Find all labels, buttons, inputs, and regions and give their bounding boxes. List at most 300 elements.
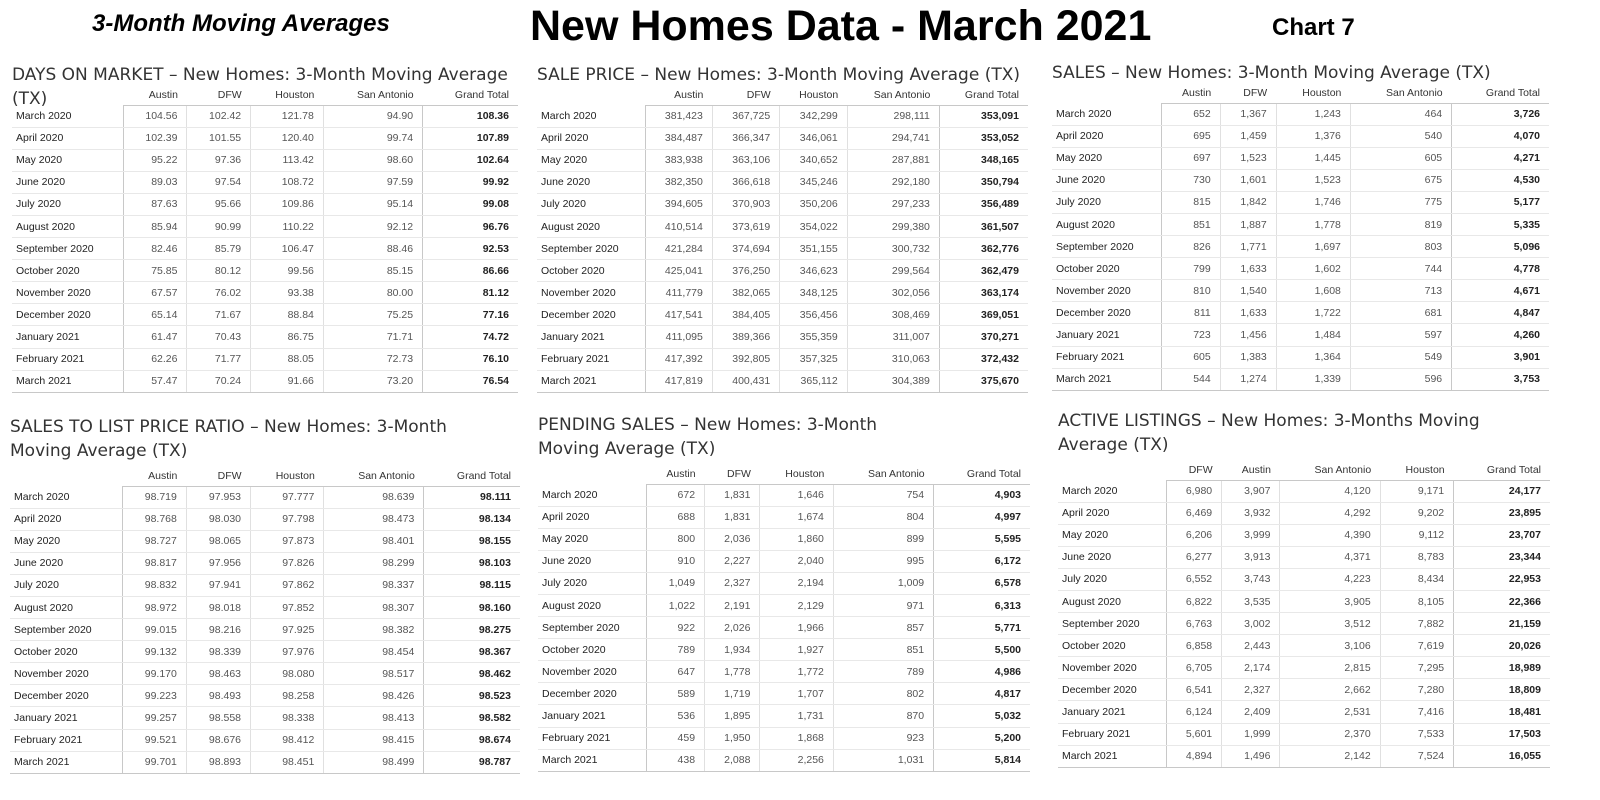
table-cell: 922 [646, 617, 704, 639]
table-cell: 9,202 [1380, 502, 1453, 524]
table-row [1052, 258, 1549, 280]
table-cell: 355,359 [780, 326, 848, 348]
table-row [538, 572, 1030, 594]
grand-total-cell: 92.53 [423, 238, 518, 260]
table-cell: 98.413 [324, 707, 424, 729]
table-cell: 75.25 [323, 304, 422, 326]
table-cell: 9,171 [1380, 480, 1453, 502]
table-cell: 1,887 [1220, 213, 1276, 235]
table-cell: 1,376 [1276, 125, 1350, 147]
table-row [538, 639, 1030, 661]
table-cell: 6,705 [1166, 657, 1221, 679]
table-cell: 4,894 [1166, 745, 1221, 767]
month-label: March 2020 [12, 105, 123, 127]
table-cell: 6,124 [1166, 701, 1221, 723]
column-header: Grand Total [424, 469, 520, 486]
month-label: March 2020 [537, 105, 645, 127]
month-label: September 2020 [538, 617, 646, 639]
grand-total-cell: 5,177 [1452, 191, 1549, 213]
month-label: January 2021 [12, 326, 123, 348]
grand-total-cell: 4,997 [934, 506, 1030, 528]
grand-total-cell: 98.462 [424, 663, 520, 685]
grand-total-cell: 102.64 [423, 149, 518, 171]
table-cell: 1,243 [1276, 103, 1350, 125]
table-cell: 97.925 [251, 619, 324, 641]
month-label: December 2020 [538, 683, 646, 705]
table-row [12, 171, 518, 193]
month-label: October 2020 [537, 260, 645, 282]
month-label: August 2020 [1058, 590, 1166, 612]
sale-price-table [537, 88, 1028, 393]
table-cell: 72.73 [323, 348, 422, 370]
table-cell: 98.415 [324, 729, 424, 751]
table-cell: 104.56 [123, 105, 187, 127]
month-label: July 2020 [537, 193, 645, 215]
table-cell: 8,434 [1380, 568, 1453, 590]
column-header: Austin [123, 88, 187, 105]
table-cell: 97.976 [251, 641, 324, 663]
table-row [538, 528, 1030, 550]
table-cell: 1,778 [705, 661, 760, 683]
table-row [538, 705, 1030, 727]
table-row [538, 617, 1030, 639]
month-label: January 2021 [538, 705, 646, 727]
grand-total-cell: 4,530 [1452, 169, 1549, 191]
month-label: December 2020 [1052, 302, 1161, 324]
column-header: DFW [187, 88, 251, 105]
grand-total-cell: 18,481 [1454, 701, 1550, 723]
month-label: October 2020 [1058, 635, 1166, 657]
month-label: September 2020 [1052, 236, 1161, 258]
table-row [10, 707, 520, 729]
table-cell: 3,002 [1222, 613, 1280, 635]
grand-total-cell: 3,726 [1452, 103, 1549, 125]
table-cell: 113.42 [251, 149, 324, 171]
table-row [1058, 480, 1550, 502]
column-header: Grand Total [1454, 463, 1550, 480]
table-row [537, 171, 1028, 193]
table-cell: 99.223 [122, 685, 186, 707]
month-label: September 2020 [10, 619, 122, 641]
table-cell: 310,063 [847, 348, 939, 370]
table-cell: 357,325 [780, 348, 848, 370]
table-cell: 76.02 [187, 282, 251, 304]
table-cell: 121.78 [251, 105, 324, 127]
grand-total-cell: 5,032 [934, 705, 1030, 727]
sale-price-title: SALE PRICE – New Homes: 3-Month Moving Average (TX) [537, 65, 1020, 85]
table-cell: 3,743 [1222, 568, 1280, 590]
table-cell: 2,256 [760, 749, 833, 771]
table-cell: 810 [1161, 280, 1220, 302]
table-cell: 345,246 [780, 171, 848, 193]
grand-total-cell: 4,271 [1452, 147, 1549, 169]
table-cell: 98.727 [122, 530, 186, 552]
grand-total-cell: 4,260 [1452, 324, 1549, 346]
grand-total-cell: 16,055 [1454, 745, 1550, 767]
table-row [1058, 723, 1550, 745]
column-header: Austin [646, 467, 704, 484]
grand-total-cell: 5,200 [934, 727, 1030, 749]
table-row [1052, 213, 1549, 235]
table-cell: 9,112 [1380, 524, 1453, 546]
table-row [537, 127, 1028, 149]
column-header: San Antonio [833, 467, 933, 484]
table-row [10, 508, 520, 530]
table-cell: 7,533 [1380, 723, 1453, 745]
table-cell: 3,913 [1222, 546, 1280, 568]
table-cell: 1,860 [760, 528, 833, 550]
table-cell: 410,514 [645, 215, 712, 237]
grand-total-cell: 98.103 [424, 552, 520, 574]
row-label-header [10, 469, 122, 486]
table-cell: 1,950 [705, 727, 760, 749]
month-label: July 2020 [12, 193, 123, 215]
days-on-market-table [12, 88, 518, 393]
table-cell: 870 [833, 705, 933, 727]
grand-total-cell: 99.92 [423, 171, 518, 193]
table-cell: 1,364 [1276, 346, 1350, 368]
table-cell: 97.956 [186, 552, 250, 574]
table-row [1052, 302, 1549, 324]
table-cell: 102.39 [123, 127, 187, 149]
table-cell: 1,731 [760, 705, 833, 727]
month-label: March 2021 [12, 370, 123, 392]
table-cell: 98.412 [251, 729, 324, 751]
row-label-header [1052, 86, 1161, 103]
table-cell: 98.426 [324, 685, 424, 707]
table-cell: 365,112 [780, 370, 848, 392]
table-cell: 75.85 [123, 260, 187, 282]
table-cell: 98.558 [186, 707, 250, 729]
table-cell: 2,227 [705, 550, 760, 572]
grand-total-cell: 98.367 [424, 641, 520, 663]
table-cell: 97.862 [251, 574, 324, 596]
table-cell: 95.22 [123, 149, 187, 171]
table-cell: 71.71 [323, 326, 422, 348]
table-cell: 713 [1350, 280, 1451, 302]
table-row [538, 550, 1030, 572]
table-cell: 97.777 [251, 486, 324, 508]
month-label: March 2021 [1058, 745, 1166, 767]
column-header: Houston [780, 88, 848, 105]
table-cell: 672 [646, 484, 704, 506]
days-on-market-title: DAYS ON MARKET – New Homes: 3-Month Moving Average (TX) [12, 65, 508, 109]
table-cell: 1,523 [1276, 169, 1350, 191]
table-cell: 304,389 [847, 370, 939, 392]
month-label: November 2020 [1052, 280, 1161, 302]
grand-total-cell: 375,670 [939, 370, 1028, 392]
table-row [1052, 324, 1549, 346]
table-cell: 348,125 [780, 282, 848, 304]
table-cell: 1,895 [705, 705, 760, 727]
month-label: July 2020 [10, 574, 122, 596]
table-row [538, 661, 1030, 683]
table-cell: 95.14 [323, 193, 422, 215]
table-cell: 98.473 [324, 508, 424, 530]
table-cell: 311,007 [847, 326, 939, 348]
table-cell: 70.43 [187, 326, 251, 348]
table-row [538, 683, 1030, 705]
table-cell: 98.499 [324, 751, 424, 773]
table-cell: 1,602 [1276, 258, 1350, 280]
table-cell: 3,999 [1222, 524, 1280, 546]
grand-total-cell: 362,479 [939, 260, 1028, 282]
table-cell: 1,456 [1220, 324, 1276, 346]
table-cell: 80.00 [323, 282, 422, 304]
table-cell: 340,652 [780, 149, 848, 171]
table-cell: 99.015 [122, 619, 186, 641]
sales-to-list-ratio-panel [10, 415, 520, 774]
month-label: February 2021 [538, 727, 646, 749]
table-cell: 98.018 [186, 596, 250, 618]
table-cell: 744 [1350, 258, 1451, 280]
table-row [12, 105, 518, 127]
table-cell: 97.54 [187, 171, 251, 193]
table-row [12, 260, 518, 282]
row-label-header [538, 467, 646, 484]
grand-total-cell: 4,070 [1452, 125, 1549, 147]
table-cell: 1,459 [1220, 125, 1276, 147]
table-cell: 102.42 [187, 105, 251, 127]
table-cell: 374,694 [712, 238, 779, 260]
grand-total-cell: 23,895 [1454, 502, 1550, 524]
table-cell: 99.170 [122, 663, 186, 685]
table-cell: 811 [1161, 302, 1220, 324]
table-row [10, 685, 520, 707]
month-label: March 2021 [538, 749, 646, 771]
table-row [1058, 679, 1550, 701]
table-cell: 366,618 [712, 171, 779, 193]
grand-total-cell: 98.275 [424, 619, 520, 641]
table-cell: 302,056 [847, 282, 939, 304]
table-row [1058, 590, 1550, 612]
table-cell: 7,882 [1380, 613, 1453, 635]
table-row [12, 348, 518, 370]
grand-total-cell: 98.787 [424, 751, 520, 773]
table-cell: 1,523 [1220, 147, 1276, 169]
table-cell: 366,347 [712, 127, 779, 149]
grand-total-cell: 350,794 [939, 171, 1028, 193]
table-cell: 2,327 [1222, 679, 1280, 701]
table-cell: 85.94 [123, 215, 187, 237]
table-cell: 8,105 [1380, 590, 1453, 612]
table-cell: 300,732 [847, 238, 939, 260]
table-cell: 373,619 [712, 215, 779, 237]
table-row [12, 149, 518, 171]
table-cell: 376,250 [712, 260, 779, 282]
month-label: October 2020 [538, 639, 646, 661]
grand-total-cell: 3,753 [1452, 368, 1549, 390]
grand-total-cell: 6,172 [934, 550, 1030, 572]
grand-total-cell: 5,771 [934, 617, 1030, 639]
grand-total-cell: 361,507 [939, 215, 1028, 237]
table-row [537, 105, 1028, 127]
table-row [1058, 613, 1550, 635]
table-row [12, 370, 518, 392]
table-cell: 308,469 [847, 304, 939, 326]
table-cell: 4,120 [1280, 480, 1380, 502]
month-label: June 2020 [538, 550, 646, 572]
table-cell: 7,295 [1380, 657, 1453, 679]
row-label-header [1058, 463, 1166, 480]
table-row [1052, 368, 1549, 390]
table-cell: 589 [646, 683, 704, 705]
table-cell: 106.47 [251, 238, 324, 260]
month-label: March 2020 [538, 484, 646, 506]
table-cell: 287,881 [847, 149, 939, 171]
table-cell: 971 [833, 594, 933, 616]
table-cell: 675 [1350, 169, 1451, 191]
table-cell: 1,966 [760, 617, 833, 639]
month-label: January 2021 [1058, 701, 1166, 723]
table-cell: 400,431 [712, 370, 779, 392]
table-row [10, 663, 520, 685]
table-row [1058, 546, 1550, 568]
table-cell: 800 [646, 528, 704, 550]
table-cell: 2,026 [705, 617, 760, 639]
table-cell: 85.15 [323, 260, 422, 282]
grand-total-cell: 22,366 [1454, 590, 1550, 612]
grand-total-cell: 86.66 [423, 260, 518, 282]
table-cell: 88.46 [323, 238, 422, 260]
column-header: San Antonio [847, 88, 939, 105]
table-cell: 596 [1350, 368, 1451, 390]
chart-number: Chart 7 [1272, 14, 1355, 41]
month-label: December 2020 [537, 304, 645, 326]
table-row [1052, 103, 1549, 125]
table-row [1052, 346, 1549, 368]
table-cell: 6,980 [1166, 480, 1221, 502]
month-label: April 2020 [12, 127, 123, 149]
table-row [12, 127, 518, 149]
table-cell: 383,938 [645, 149, 712, 171]
active-listings-panel [1058, 409, 1550, 768]
column-header: Austin [1161, 86, 1220, 103]
table-cell: 299,380 [847, 215, 939, 237]
table-cell: 97.953 [186, 486, 250, 508]
active-listings-table [1058, 463, 1550, 768]
table-cell: 82.46 [123, 238, 187, 260]
grand-total-cell: 6,313 [934, 594, 1030, 616]
month-label: August 2020 [537, 215, 645, 237]
table-cell: 98.719 [122, 486, 186, 508]
table-cell: 297,233 [847, 193, 939, 215]
table-cell: 826 [1161, 236, 1220, 258]
table-cell: 70.24 [187, 370, 251, 392]
table-row [10, 751, 520, 773]
grand-total-cell: 23,344 [1454, 546, 1550, 568]
month-label: November 2020 [537, 282, 645, 304]
table-cell: 3,512 [1280, 613, 1380, 635]
month-label: December 2020 [1058, 679, 1166, 701]
month-label: March 2020 [1058, 480, 1166, 502]
table-cell: 647 [646, 661, 704, 683]
table-cell: 2,327 [705, 572, 760, 594]
table-cell: 97.873 [251, 530, 324, 552]
column-header: DFW [712, 88, 779, 105]
table-row [538, 727, 1030, 749]
table-cell: 98.60 [323, 149, 422, 171]
table-cell: 90.99 [187, 215, 251, 237]
table-cell: 98.338 [251, 707, 324, 729]
table-cell: 425,041 [645, 260, 712, 282]
month-label: May 2020 [12, 149, 123, 171]
table-cell: 995 [833, 550, 933, 572]
table-cell: 681 [1350, 302, 1451, 324]
table-row [10, 596, 520, 618]
table-cell: 851 [1161, 213, 1220, 235]
table-cell: 99.56 [251, 260, 324, 282]
month-label: February 2021 [1052, 346, 1161, 368]
month-label: May 2020 [10, 530, 122, 552]
table-cell: 1,831 [705, 506, 760, 528]
days-on-market-panel [12, 60, 518, 393]
table-cell: 815 [1161, 191, 1220, 213]
month-label: April 2020 [1052, 125, 1161, 147]
table-cell: 1,031 [833, 749, 933, 771]
table-row [1052, 236, 1549, 258]
table-row [10, 552, 520, 574]
table-cell: 417,541 [645, 304, 712, 326]
table-cell: 1,719 [705, 683, 760, 705]
table-row [537, 193, 1028, 215]
table-cell: 2,036 [705, 528, 760, 550]
table-cell: 356,456 [780, 304, 848, 326]
table-cell: 6,541 [1166, 679, 1221, 701]
table-cell: 109.86 [251, 193, 324, 215]
table-cell: 97.59 [323, 171, 422, 193]
table-cell: 394,605 [645, 193, 712, 215]
grand-total-cell: 18,809 [1454, 679, 1550, 701]
table-cell: 438 [646, 749, 704, 771]
table-cell: 7,416 [1380, 701, 1453, 723]
table-cell: 688 [646, 506, 704, 528]
grand-total-cell: 74.72 [423, 326, 518, 348]
table-cell: 411,779 [645, 282, 712, 304]
grand-total-cell: 4,847 [1452, 302, 1549, 324]
table-cell: 98.299 [324, 552, 424, 574]
table-cell: 540 [1350, 125, 1451, 147]
sale-price-panel [537, 60, 1028, 393]
table-cell: 7,280 [1380, 679, 1453, 701]
table-cell: 2,174 [1222, 657, 1280, 679]
grand-total-cell: 4,778 [1452, 258, 1549, 280]
table-row [537, 215, 1028, 237]
table-cell: 799 [1161, 258, 1220, 280]
table-row [537, 260, 1028, 282]
table-cell: 382,065 [712, 282, 779, 304]
table-cell: 350,206 [780, 193, 848, 215]
month-label: July 2020 [1052, 191, 1161, 213]
table-cell: 6,763 [1166, 613, 1221, 635]
month-label: August 2020 [538, 594, 646, 616]
table-row [10, 619, 520, 641]
table-row [1058, 635, 1550, 657]
month-label: December 2020 [12, 304, 123, 326]
table-cell: 67.57 [123, 282, 187, 304]
table-cell: 6,858 [1166, 635, 1221, 657]
sales-to-list-ratio-table [10, 469, 520, 774]
column-header: Houston [1276, 86, 1350, 103]
table-cell: 346,623 [780, 260, 848, 282]
table-cell: 6,277 [1166, 546, 1221, 568]
table-cell: 71.77 [187, 348, 251, 370]
table-row [12, 326, 518, 348]
table-row [10, 729, 520, 751]
column-header: San Antonio [323, 88, 422, 105]
table-cell: 1,022 [646, 594, 704, 616]
table-cell: 99.701 [122, 751, 186, 773]
